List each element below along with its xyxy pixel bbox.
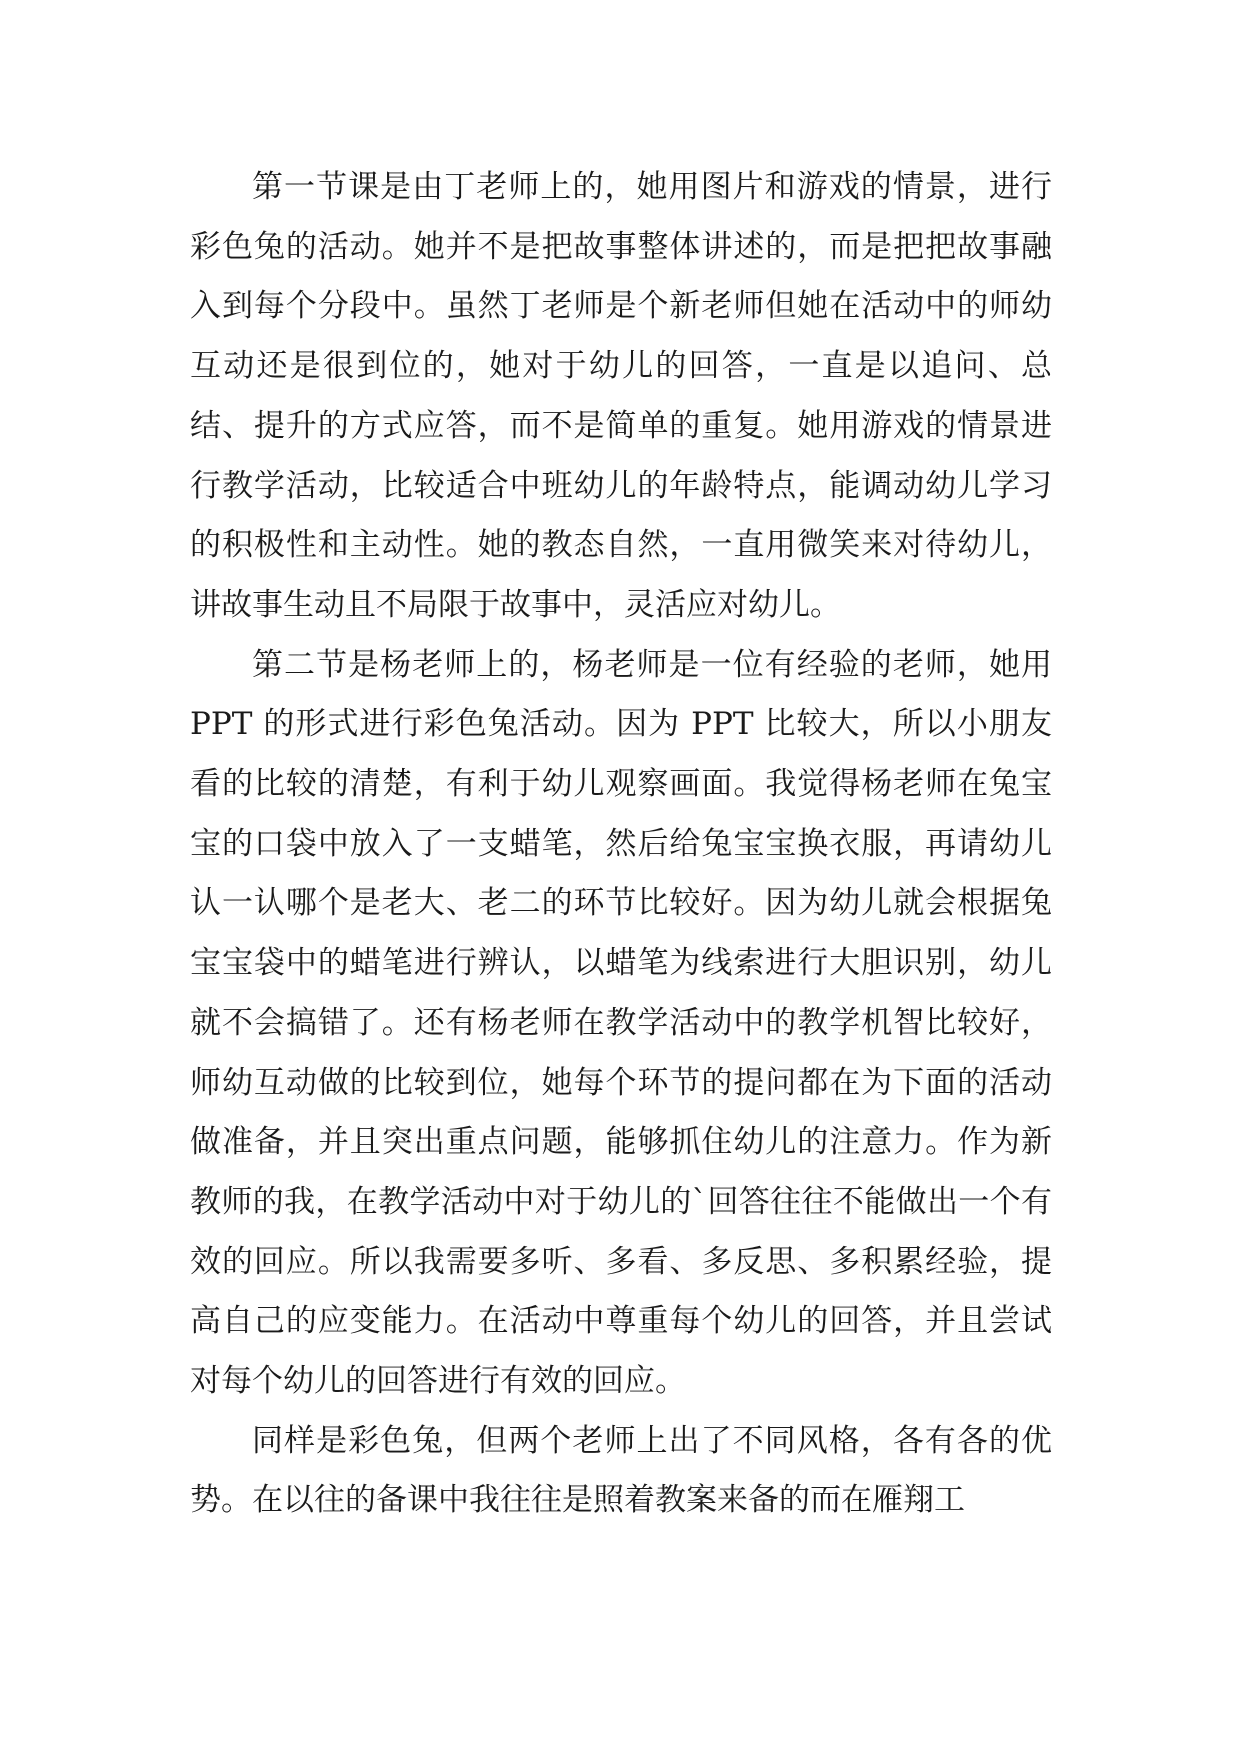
body-text xyxy=(190,158,1052,1531)
paragraph-2: 第二节是杨老师上的，杨老师是一位有经验的老师，她用 PPT 的形式进行彩色兔活动。因为 PPT 比较大，所以小朋友看的比较的清楚，有利于幼儿观察画面。我觉得杨老师在兔宝宝的口袋中放入了一支蜡笔，然后给兔宝宝换衣服，再请幼儿认一认哪个是老大、老二的环节比较好。因为幼儿就会根据兔宝宝袋中的蜡笔进行辨认，以蜡笔为线索进行大胆识别，幼儿就不会搞错了。还有杨老师在教学活动中的教学机智比较好，师幼互动做的比较到位，她每个环节的提问都在为下面的活动做准备，并且突出重点问题，能够抓住幼儿的注意力。作为新教师的我，在教学活动中对于幼儿的`回答往往不能做出一个有效的回应。所以我需要多听、多看、多反思、多积累经验，提高自己的应变能力。在活动中尊重每个幼儿的回答，并且尝试对每个幼儿的回答进行有效的回应。 xyxy=(190,646,1052,1400)
paragraph-3: 同样是彩色兔，但两个老师上出了不同风格，各有各的优势。在以往的备课中我往往是照着教案来备的而在雁翔工 xyxy=(190,1422,1052,1519)
paragraph-1: 第一节课是由丁老师上的，她用图片和游戏的情景，进行彩色兔的活动。她并不是把故事整体讲述的，而是把把故事融入到每个分段中。虽然丁老师是个新老师但她在活动中的师幼互动还是很到位的，她对于幼儿的回答，一直是以追问、总结、提升的方式应答，而不是简单的重复。她用游戏的情景进行教学活动，比较适合中班幼儿的年龄特点，能调动幼儿学习的积极性和主动性。她的教态自然，一直用微笑来对待幼儿，讲故事生动且不局限于故事中，灵活应对幼儿。 xyxy=(190,169,1052,623)
